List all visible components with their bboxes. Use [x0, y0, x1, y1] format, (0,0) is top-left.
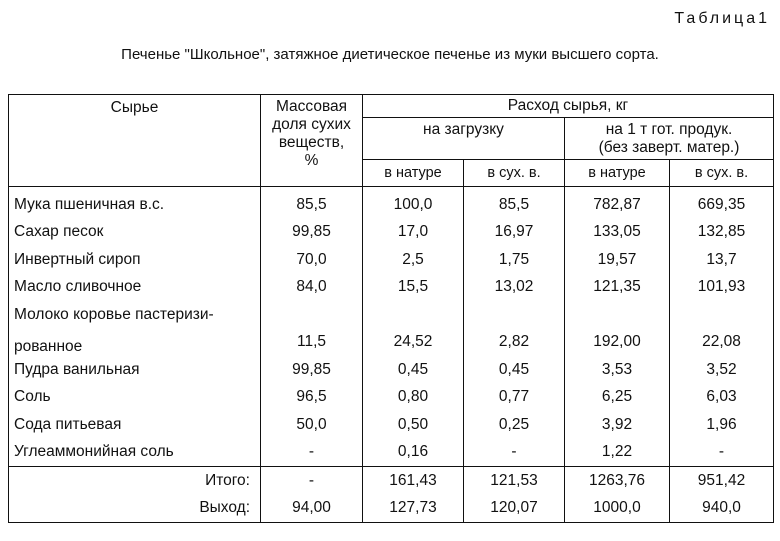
cell-ton-nat: 3,53: [565, 356, 670, 384]
cell-load-nat: 2,5: [363, 246, 464, 274]
table-row: [9, 219, 774, 247]
cell-load-dry: 0,25: [464, 411, 565, 439]
header-dry-2: в сух. в.: [670, 160, 774, 187]
cell-ton-nat: [565, 301, 670, 329]
table-row: [9, 274, 774, 302]
cell-mass: 99,85: [261, 356, 363, 384]
cell-ton-nat: 1000,0: [565, 495, 670, 523]
table-row: [9, 301, 774, 329]
header-dry: в сух. в.: [464, 160, 565, 187]
header-mass-fraction: [261, 95, 363, 187]
header-mass-line: Массовая: [275, 98, 348, 115]
total-label: Итого:: [9, 467, 261, 495]
cell-mass: [261, 301, 363, 329]
cell-load-dry: 120,07: [464, 495, 565, 523]
cell-ton-dry: [670, 301, 774, 329]
cell-load-dry: 1,75: [464, 246, 565, 274]
cell-mass: 96,5: [261, 384, 363, 412]
cell-load-nat: 15,5: [363, 274, 464, 302]
header-loading: на загрузку: [363, 118, 565, 160]
cell-load-dry: -: [464, 439, 565, 467]
cell-load-dry: 121,53: [464, 467, 565, 495]
cell-load-nat: 24,52: [363, 329, 464, 357]
yield-row: [9, 495, 774, 523]
table-row: [9, 187, 774, 219]
cell-name: рованное: [9, 329, 261, 357]
cell-load-dry: [464, 301, 565, 329]
header-in-nature: в натуре: [363, 160, 464, 187]
header-mass-line: доля сухих: [272, 116, 351, 133]
cell-load-dry: 0,77: [464, 384, 565, 412]
cell-ton-dry: 1,96: [670, 411, 774, 439]
cell-ton-nat: 782,87: [565, 187, 670, 219]
header-per-ton-line: (без заверт. матер.): [598, 139, 740, 156]
cell-ton-nat: 1,22: [565, 439, 670, 467]
cell-mass: 84,0: [261, 274, 363, 302]
cell-ton-dry: -: [670, 439, 774, 467]
cell-ton-dry: 6,03: [670, 384, 774, 412]
cell-name: Сода питьевая: [9, 411, 261, 439]
cell-load-dry: 13,02: [464, 274, 565, 302]
header-raw: Сырье: [9, 95, 261, 187]
cell-name: Инвертный сироп: [9, 246, 261, 274]
cell-load-dry: 2,82: [464, 329, 565, 357]
cell-mass: -: [261, 439, 363, 467]
cell-ton-dry: 22,08: [670, 329, 774, 357]
cell-load-nat: 0,16: [363, 439, 464, 467]
cell-ton-nat: 3,92: [565, 411, 670, 439]
cell-name: Сахар песок: [9, 219, 261, 247]
cell-ton-nat: 1263,76: [565, 467, 670, 495]
cell-mass: 99,85: [261, 219, 363, 247]
cell-mass: -: [261, 467, 363, 495]
header-in-nature-2: в натуре: [565, 160, 670, 187]
table-row: [9, 356, 774, 384]
cell-ton-dry: 951,42: [670, 467, 774, 495]
cell-load-dry: 0,45: [464, 356, 565, 384]
cell-ton-dry: 669,35: [670, 187, 774, 219]
cell-name: Углеаммонийная соль: [9, 439, 261, 467]
table-row: [9, 439, 774, 467]
table-label: Таблица1: [674, 10, 770, 27]
cell-load-nat: 0,45: [363, 356, 464, 384]
cell-load-nat: 127,73: [363, 495, 464, 523]
table-caption: Печенье "Школьное", затяжное диетическое печенье из муки высшего сорта.: [121, 46, 659, 63]
cell-name: Молоко коровье пастеризи-: [9, 301, 261, 329]
cell-load-nat: 17,0: [363, 219, 464, 247]
cell-ton-nat: 121,35: [565, 274, 670, 302]
cell-ton-nat: 192,00: [565, 329, 670, 357]
header-mass-line: %: [304, 152, 319, 169]
header-mass-line: веществ,: [278, 134, 345, 151]
cell-name: Пудра ванильная: [9, 356, 261, 384]
cell-name: Мука пшеничная в.с.: [9, 187, 261, 219]
table-row: [9, 411, 774, 439]
cell-mass: 94,00: [261, 495, 363, 523]
cell-load-nat: 161,43: [363, 467, 464, 495]
cell-mass: 85,5: [261, 187, 363, 219]
total-row: [9, 467, 774, 495]
cell-name: Масло сливочное: [9, 274, 261, 302]
cell-ton-dry: 101,93: [670, 274, 774, 302]
cell-ton-nat: 133,05: [565, 219, 670, 247]
cell-load-dry: 85,5: [464, 187, 565, 219]
cell-ton-dry: 3,52: [670, 356, 774, 384]
cell-load-dry: 16,97: [464, 219, 565, 247]
header-per-ton-line: на 1 т гот. продук.: [605, 121, 733, 138]
yield-label: Выход:: [9, 495, 261, 523]
cell-ton-dry: 940,0: [670, 495, 774, 523]
cell-load-nat: 100,0: [363, 187, 464, 219]
table-row: [9, 329, 774, 357]
cell-mass: 70,0: [261, 246, 363, 274]
cell-mass: 50,0: [261, 411, 363, 439]
header-consumption: Расход сырья, кг: [363, 95, 774, 118]
cell-load-nat: 0,50: [363, 411, 464, 439]
cell-name: Соль: [9, 384, 261, 412]
cell-mass: 11,5: [261, 329, 363, 357]
cell-ton-dry: 13,7: [670, 246, 774, 274]
cell-load-nat: [363, 301, 464, 329]
cell-ton-dry: 132,85: [670, 219, 774, 247]
table-row: [9, 246, 774, 274]
cell-load-nat: 0,80: [363, 384, 464, 412]
header-per-ton: [565, 118, 774, 160]
cell-ton-nat: 6,25: [565, 384, 670, 412]
recipe-table: [8, 94, 774, 523]
table-row: [9, 384, 774, 412]
cell-ton-nat: 19,57: [565, 246, 670, 274]
